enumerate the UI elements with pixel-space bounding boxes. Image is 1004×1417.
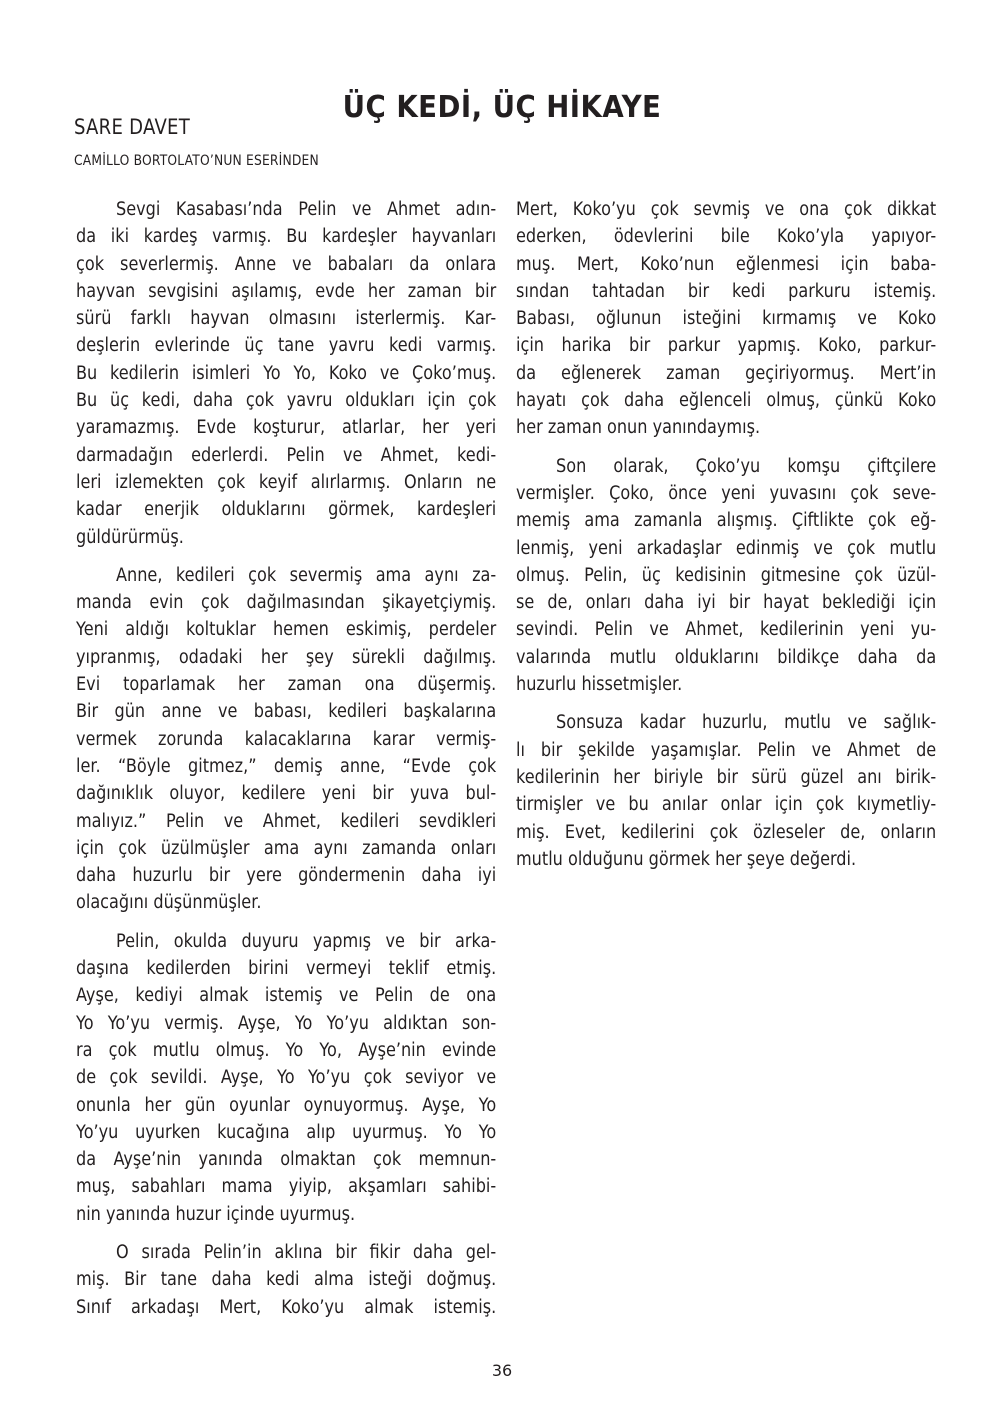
text-line: huzurlu hissetmişler. [516, 674, 683, 696]
paragraph [516, 453, 936, 699]
text-line: lenmiş, yeni arkadaşlar edinmiş ve çok mutlu [516, 537, 937, 559]
text-line: onunla her gün oyunlar oynuyormuş. Ayşe, Yo [76, 1094, 497, 1116]
paragraph [76, 928, 496, 1228]
text-line: Bir gün anne ve babası, kedileri başkalarına [76, 701, 497, 723]
text-line: manda evin çok dağılmasından şikayetçiymiş. [76, 592, 497, 614]
text-line: Evi toparlamak her zaman ona düşermiş. [76, 674, 497, 696]
text-line: kadar enerjik olduklarını görmek, kardeşleri [76, 499, 497, 521]
text-line: Pelin, okulda duyuru yapmış ve bir arka- [116, 930, 497, 952]
text-line: hayatı çok daha eğlenceli olmuş, çünkü Koko [516, 390, 937, 412]
text-line: için çok üzülmüşler ama aynı zamanda onları [76, 837, 497, 859]
text-line: nin yanında huzur içinde uyurmuş. [76, 1203, 356, 1225]
text-line: lı bir şekilde yaşamışlar. Pelin ve Ahmet de [516, 739, 937, 761]
text-line: darmadağın ederlerdi. Pelin ve Ahmet, kedi- [76, 444, 497, 466]
text-line: miş. Evet, kedilerini çok özleseler de, onların [516, 821, 937, 843]
text-line: hayvan sevgisini aşılamış, evde her zaman bir [76, 280, 497, 302]
text-line: sından tahtadan bir kedi parkuru istemiş. [516, 280, 937, 302]
text-line: için harika bir parkur yapmış. Koko, parkur- [516, 335, 937, 357]
text-line: Yo Yo’yu vermiş. Ayşe, Yo Yo’yu aldıktan son- [76, 1012, 497, 1034]
text-line: Ayşe, kediyi almak istemiş ve Pelin de ona [76, 985, 497, 1007]
text-line: yıpranmış, odadaki her şey sürekli dağılmış. [76, 646, 497, 668]
text-line: muş. Mert, Koko’nun eğlenmesi için baba- [516, 253, 937, 275]
text-line: Bu kedilerin isimleri Yo Yo, Koko ve Çoko’muş. [76, 362, 497, 384]
text-line: her zaman onun yanındaymış. [516, 417, 761, 439]
text-line: da iki kardeş varmış. Bu kardeşler hayvanları [76, 226, 497, 248]
text-line: Anne, kedileri çok severmiş ama aynı za- [116, 564, 497, 586]
text-line: muş, sabahları mama yiyip, akşamları sahibi- [76, 1176, 497, 1198]
text-line: O sırada Pelin’in aklına bir fikir daha gel- [116, 1241, 497, 1263]
text-line: Son olarak, Çoko’yu komşu çiftçilere [556, 455, 937, 477]
text-line: olacağını düşünmüşler. [76, 892, 262, 914]
text-line: ler. “Böyle gitmez,” demiş anne, “Evde çok [76, 755, 497, 777]
text-line: sevindi. Pelin ve Ahmet, kedilerinin yeni yu- [516, 619, 937, 641]
text-line: mutlu olduğunu görmek her şeye değerdi. [516, 848, 857, 870]
paragraph [76, 196, 496, 551]
author-name: SARE DAVET [74, 115, 191, 139]
text-line: deşlerin evlerinde üç tane yavru kedi varmış. [76, 335, 497, 357]
text-line: tirmişler ve bu anılar onlar için çok kıymetliy- [516, 794, 937, 816]
paragraph [516, 196, 936, 442]
page-number: 36 [491, 1361, 513, 1380]
text-line: dağınıklık oluyor, kedilere yeni bir yuva bul- [76, 783, 497, 805]
paragraph [76, 1239, 496, 1321]
text-line: da eğlenerek zaman geçiriyormuş. Mert’in [516, 362, 937, 384]
text-line: vermek zorunda kalacaklarına karar vermiş- [76, 728, 497, 750]
text-line: Sevgi Kasabası’nda Pelin ve Ahmet adın- [116, 199, 497, 220]
text-line: daha huzurlu bir yere göndermenin daha iyi [76, 865, 497, 887]
text-column-right [516, 196, 936, 884]
text-line: vermişler. Çoko, önce yeni yuvasını çok seve- [516, 482, 937, 504]
text-line: daşına kedilerden birini vermeyi teklif etmiş. [76, 958, 497, 980]
story-title: ÜÇ KEDİ, ÜÇ HİKAYE [342, 90, 662, 126]
text-line: Bu üç kedi, daha çok yavru oldukları için çok [76, 390, 497, 412]
text-line: memiş ama zamanla alışmış. Çiftlikte çok eğ- [516, 510, 937, 532]
text-line: olmuş. Pelin, üç kedisinin gitmesine çok üzül- [516, 564, 937, 586]
paragraph [516, 709, 936, 873]
text-line: de çok sevildi. Ayşe, Yo Yo’yu çok seviyor ve [76, 1067, 497, 1089]
text-line: ederken, ödevlerini bile Koko’yla yapıyor- [516, 226, 937, 248]
text-line: se de, onları daha iyi bir hayat beklediği için [516, 592, 937, 614]
text-line: Babası, oğlunun isteğini kırmamış ve Koko [516, 308, 937, 330]
text-line: miş. Bir tane daha kedi alma isteği doğmuş. [76, 1269, 497, 1291]
text-line: yaramazmış. Evde koşturur, atlarlar, her yeri [76, 417, 497, 439]
text-line: Sınıf arkadaşı Mert, Koko’yu almak istemiş. [76, 1296, 497, 1318]
text-line: Mert, Koko’yu çok sevmiş ve ona çok dikkat [516, 199, 937, 220]
text-line: güldürürmüş. [76, 526, 184, 548]
text-line: Sonsuza kadar huzurlu, mutlu ve sağlık- [556, 712, 937, 734]
text-line: sürü farklı hayvan olmasını isterlermiş. Kar- [76, 308, 497, 330]
text-line: ra çok mutlu olmuş. Yo Yo, Ayşe’nin evinde [76, 1039, 497, 1061]
paragraph [76, 562, 496, 917]
text-line: da Ayşe’nin yanında olmaktan çok memnun- [76, 1149, 497, 1171]
text-line: Yeni aldığı koltuklar hemen eskimiş, perdeler [76, 619, 497, 641]
text-line: valarında mutlu olduklarını bildikçe daha da [516, 646, 937, 668]
text-line: Yo’yu uyurken kucağına alıp uyurmuş. Yo Yo [76, 1121, 497, 1143]
source-credit: CAMİLLO BORTOLATO’NUN ESERİNDEN [74, 153, 319, 169]
text-line: malıyız.” Pelin ve Ahmet, kedileri sevdikleri [76, 810, 497, 832]
text-line: çok severlermiş. Anne ve babaları da onlara [76, 253, 497, 275]
text-line: leri izlemekten çok keyif alırlarmış. Onların ne [76, 471, 497, 493]
text-column-left [76, 196, 496, 1332]
text-line: kedilerinin her biriyle bir sürü güzel anı birik- [516, 766, 937, 788]
